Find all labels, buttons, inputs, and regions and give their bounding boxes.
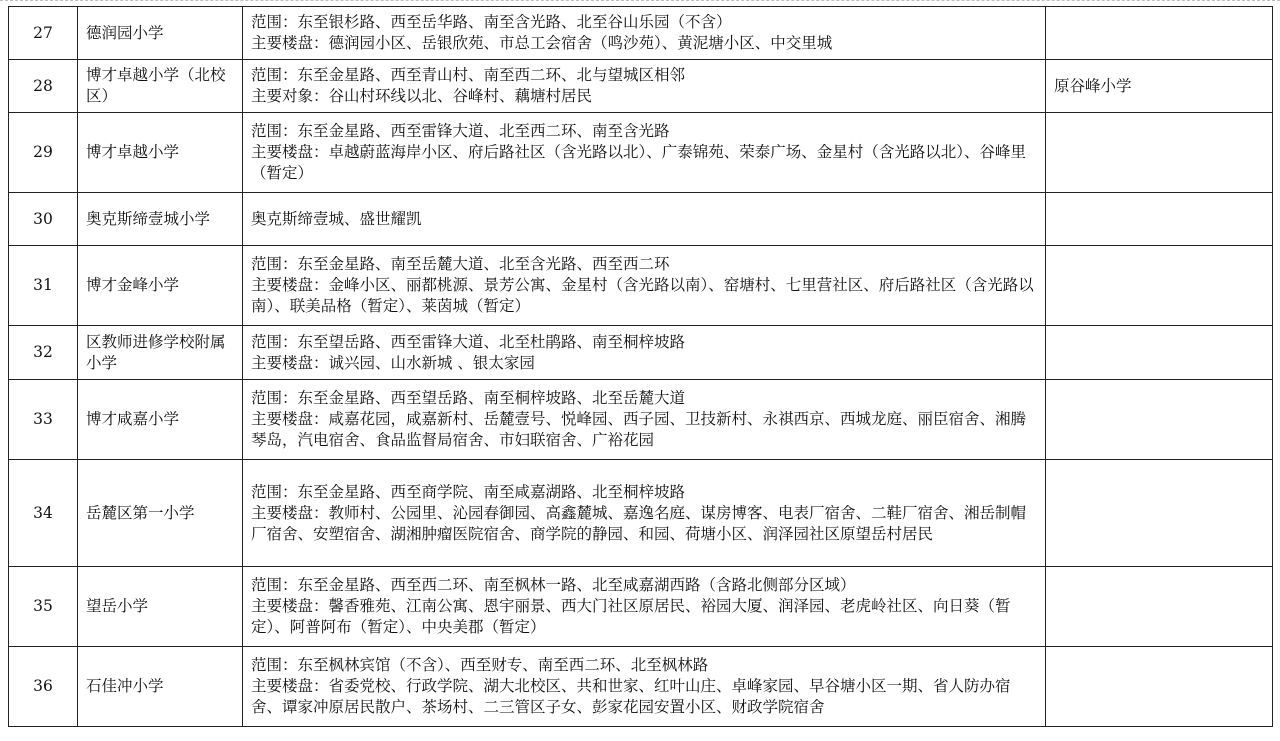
row-number: 33 [9,380,78,460]
zone-description [243,326,1046,380]
row-number: 34 [9,460,78,567]
zone-line: 范围：东至金星路、南至岳麓大道、北至含光路、西至西二环 [251,255,670,273]
table-row [9,647,1273,727]
table-row [9,193,1273,246]
table-row [9,567,1273,647]
row-note [1046,380,1273,460]
zone-description [243,60,1046,113]
zone-line: 范围：东至银杉路、西至岳华路、南至含光路、北至谷山乐园（不含） [251,13,732,31]
zone-description [243,460,1046,567]
zone-description [243,647,1046,727]
school-name: 德润园小学 [78,7,243,60]
table-row [9,60,1273,113]
zone-description [243,113,1046,193]
table-row [9,7,1273,60]
table-row [9,460,1273,567]
zone-line: 范围：东至金星路、西至望岳路、南至桐梓坡路、北至岳麓大道 [251,389,686,407]
zone-description [243,246,1046,326]
zone-line: 主要楼盘：德润园小区、岳银欣苑、市总工会宿舍（鸣沙苑）、黄泥塘小区、中交里城 [251,34,833,52]
table-row [9,113,1273,193]
school-name: 博才卓越小学（北校区） [78,60,243,113]
row-number: 29 [9,113,78,193]
school-name: 区教师进修学校附属小学 [78,326,243,380]
zone-line: 范围：东至枫林宾馆（不含）、西至财专、南至西二环、北至枫林路 [251,656,709,674]
row-note [1046,326,1273,380]
row-number: 30 [9,193,78,246]
zone-description [243,567,1046,647]
row-note [1046,647,1273,727]
zone-line: 主要楼盘：卓越蔚蓝海岸小区、府后路社区（含光路以北）、广泰锦苑、荣泰广场、金星村（含光路以北）、谷峰里（暂定） [251,143,1027,182]
school-name: 博才咸嘉小学 [78,380,243,460]
zone-line: 主要楼盘：教师村、公园里、沁园春御园、高鑫麓城、嘉逸名庭、谋房博客、电表厂宿舍、二鞋厂宿舍、湘岳制帽厂宿舍、安塑宿舍、湖湘肿瘤医院宿舍、商学院的静园、和园、荷塘小区、润泽园社区原望岳村居民 [251,503,1027,543]
zone-line: 范围：东至望岳路、西至雷锋大道、北至杜鹃路、南至桐梓坡路 [251,332,686,351]
zone-line: 主要楼盘：馨香雅苑、江南公寓、恩宇丽景、西大门社区原居民、裕园大厦、润泽园、老虎岭社区、向日葵（暂定）、阿普阿布（暂定）、中央美郡（暂定） [251,597,1011,636]
row-number: 36 [9,647,78,727]
zone-line: 主要楼盘：咸嘉花园，咸嘉新村、岳麓壹号、悦峰园、西子园、卫技新村、永祺西京、西城龙庭、丽臣宿舍、湘腾琴岛，汽电宿舍、食品监督局宿舍、市妇联宿舍、广裕花园 [251,410,1027,449]
row-note [1046,193,1273,246]
zone-line: 主要楼盘：诚兴园、山水新城 、银太家园 [251,353,535,372]
table-row [9,380,1273,460]
row-number: 28 [9,60,78,113]
zone-line: 范围：东至金星路、西至西二环、南至枫林一路、北至咸嘉湖西路（含路北侧部分区域） [251,576,856,594]
school-name: 博才金峰小学 [78,246,243,326]
row-number: 27 [9,7,78,60]
row-note [1046,460,1273,567]
school-name: 博才卓越小学 [78,113,243,193]
row-number: 31 [9,246,78,326]
school-name: 望岳小学 [78,567,243,647]
row-number: 35 [9,567,78,647]
zone-description [243,193,1046,246]
row-note [1046,7,1273,60]
row-number: 32 [9,326,78,380]
table-row [9,326,1273,380]
row-note [1046,246,1273,326]
zone-line: 主要对象：谷山村环线以北、谷峰村、藕塘村居民 [251,87,593,105]
school-name: 奥克斯缔壹城小学 [78,193,243,246]
zone-line: 范围：东至金星路、西至雷锋大道、北至西二环、南至含光路 [251,122,670,140]
zone-line: 范围：东至金星路、西至青山村、南至西二环、北与望城区相邻 [251,66,686,84]
row-note [1046,113,1273,193]
table-body [9,7,1273,727]
zone-line: 奥克斯缔壹城、盛世耀凯 [251,209,422,228]
zone-line: 主要楼盘：省委党校、行政学院、湖大北校区、共和世家、红叶山庄、卓峰家园、早谷塘小区一期、省人防办宿舍、谭家冲原居民散户、茶场村、二三管区子女、彭家花园安置小区、财政学院宿舍 [251,677,1011,716]
school-name: 石佳冲小学 [78,647,243,727]
zone-description [243,380,1046,460]
school-zoning-table [8,6,1273,727]
row-note: 原谷峰小学 [1046,60,1273,113]
zone-line: 主要楼盘：金峰小区、丽都桃源、景芳公寓、金星村（含光路以南）、窑塘村、七里营社区、府后路社区（含光路以南）、联美品格（暂定）、莱茵城（暂定） [251,276,1034,315]
school-name: 岳麓区第一小学 [78,460,243,567]
row-note [1046,567,1273,647]
zone-line: 范围：东至金星路、西至商学院、南至咸嘉湖路、北至桐梓坡路 [251,482,686,501]
zone-description [243,7,1046,60]
table-row [9,246,1273,326]
